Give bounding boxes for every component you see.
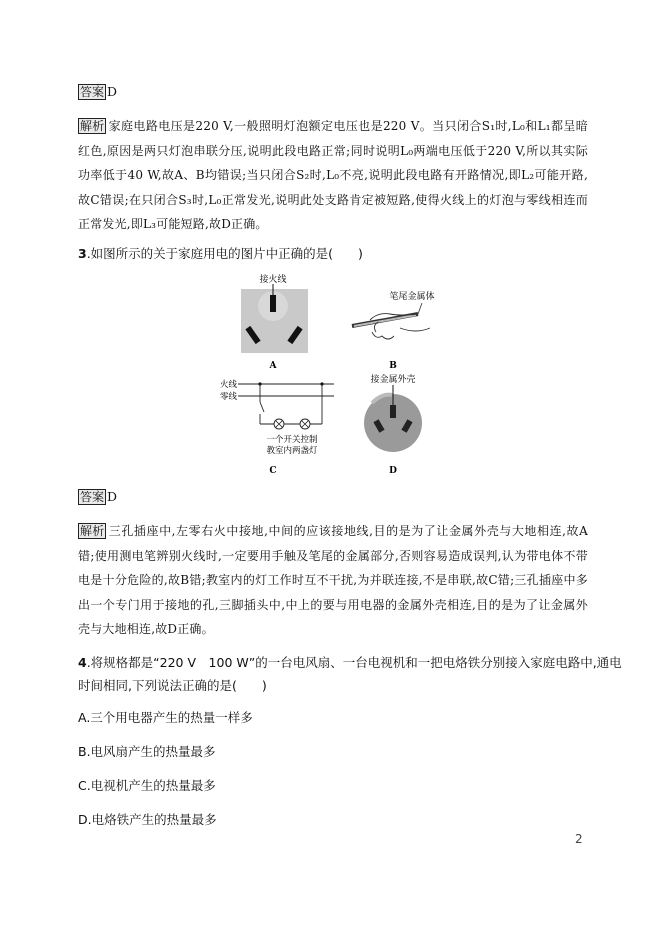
- figure-c-caption-1: 一个开关控制: [266, 435, 318, 445]
- figure-a-caption: 接火线: [259, 275, 287, 285]
- q4-number: 4: [78, 655, 87, 670]
- q4-option-a: A.三个用电器产生的热量一样多: [78, 710, 253, 725]
- q3-number: 3: [78, 246, 87, 261]
- lamp-2: [300, 419, 310, 429]
- q3-figure: [200, 270, 460, 480]
- q3-stem: [78, 242, 363, 266]
- figure-a-socket: [241, 273, 308, 371]
- figure-c-live-label: 火线: [220, 380, 238, 390]
- q4-stem-text-1: .将规格都是“220 V 100 W”的一台电风扇、一台电视机和一把电烙铁分别接入家庭电路中,通电: [86, 655, 622, 670]
- analysis-tag: 解析: [80, 119, 105, 133]
- figure-a-label: A: [269, 361, 277, 371]
- figure-c-neutral-label: 零线: [220, 392, 238, 402]
- figure-c-label: C: [269, 466, 277, 476]
- q3-analysis-text: 三孔插座中,左零右火中接地,中间的应该接地线,目的是为了让金属外壳与大地相连,故A错;使用测电笔辨别火线时,一定要用手触及笔尾的金属部分,否则容易造成误判,认为带电体不带电是十分危险的,故B错;教室内的灯工作时互不干扰,为并联连接,不是串联,故C错;三孔插座中多出一个专门用于接地的孔,三脚插头中,中上的要与用电器的金属外壳相连,目的是为了让金属外壳与大地相连,故D正确。: [78, 524, 589, 636]
- q3-answer: D: [107, 489, 118, 504]
- answer-tag: 答案: [80, 85, 105, 99]
- answer-tag: 答案: [80, 490, 105, 504]
- figure-d-label: D: [389, 466, 397, 476]
- q3-stem-text: .如图所示的关于家庭用电的图片中正确的是( ): [86, 246, 363, 261]
- figure-c-circuit: [220, 379, 334, 476]
- q4-stem-line-2: [78, 674, 267, 698]
- q4-stem-text-2: 时间相同,下列说法正确的是( ): [78, 678, 267, 693]
- figure-d-caption: 接金属外壳: [370, 375, 416, 385]
- figure-b-caption: 笔尾金属体: [389, 292, 435, 302]
- figure-b-label: B: [389, 361, 397, 371]
- figure-b-test-pen: [352, 290, 435, 371]
- q4-option-b: B.电风扇产生的热量最多: [78, 744, 216, 759]
- q3-analysis: [78, 519, 588, 642]
- q3-answer-line: [78, 489, 117, 505]
- lamp-1: [274, 419, 284, 429]
- q2-answer: D: [107, 84, 118, 99]
- q4-option-d: D.电烙铁产生的热量最多: [78, 812, 217, 827]
- analysis-tag: 解析: [80, 524, 105, 538]
- q4-option-c: C.电视机产生的热量最多: [78, 778, 216, 793]
- q2-answer-line: [78, 84, 117, 100]
- q2-analysis-text: 家庭电路电压是220 V,一般照明灯泡额定电压也是220 V。当只闭合S₁时,L₀和L₁都呈暗红色,原因是两只灯泡串联分压,说明此段电路正常;同时说明L₀两端电压低于220 V,所以其实际功率低于40 W,故A、B均错误;当只闭合S₂时,L₀不亮,说明此段电路有开路情况,即L₂可能开路,故C错误;在只闭合S₃时,L₀正常发光,说明此处支路肯定被短路,使得火线上的灯泡与零线相连而正常发光,即L₃可能短路,故D正确。: [78, 119, 588, 231]
- q4-stem-line-1: [78, 651, 622, 675]
- page-number: 2: [575, 832, 583, 846]
- q2-analysis: [78, 114, 588, 237]
- figure-d-plug: [364, 373, 422, 476]
- figure-c-caption-2: 教室内两盏灯: [266, 446, 318, 456]
